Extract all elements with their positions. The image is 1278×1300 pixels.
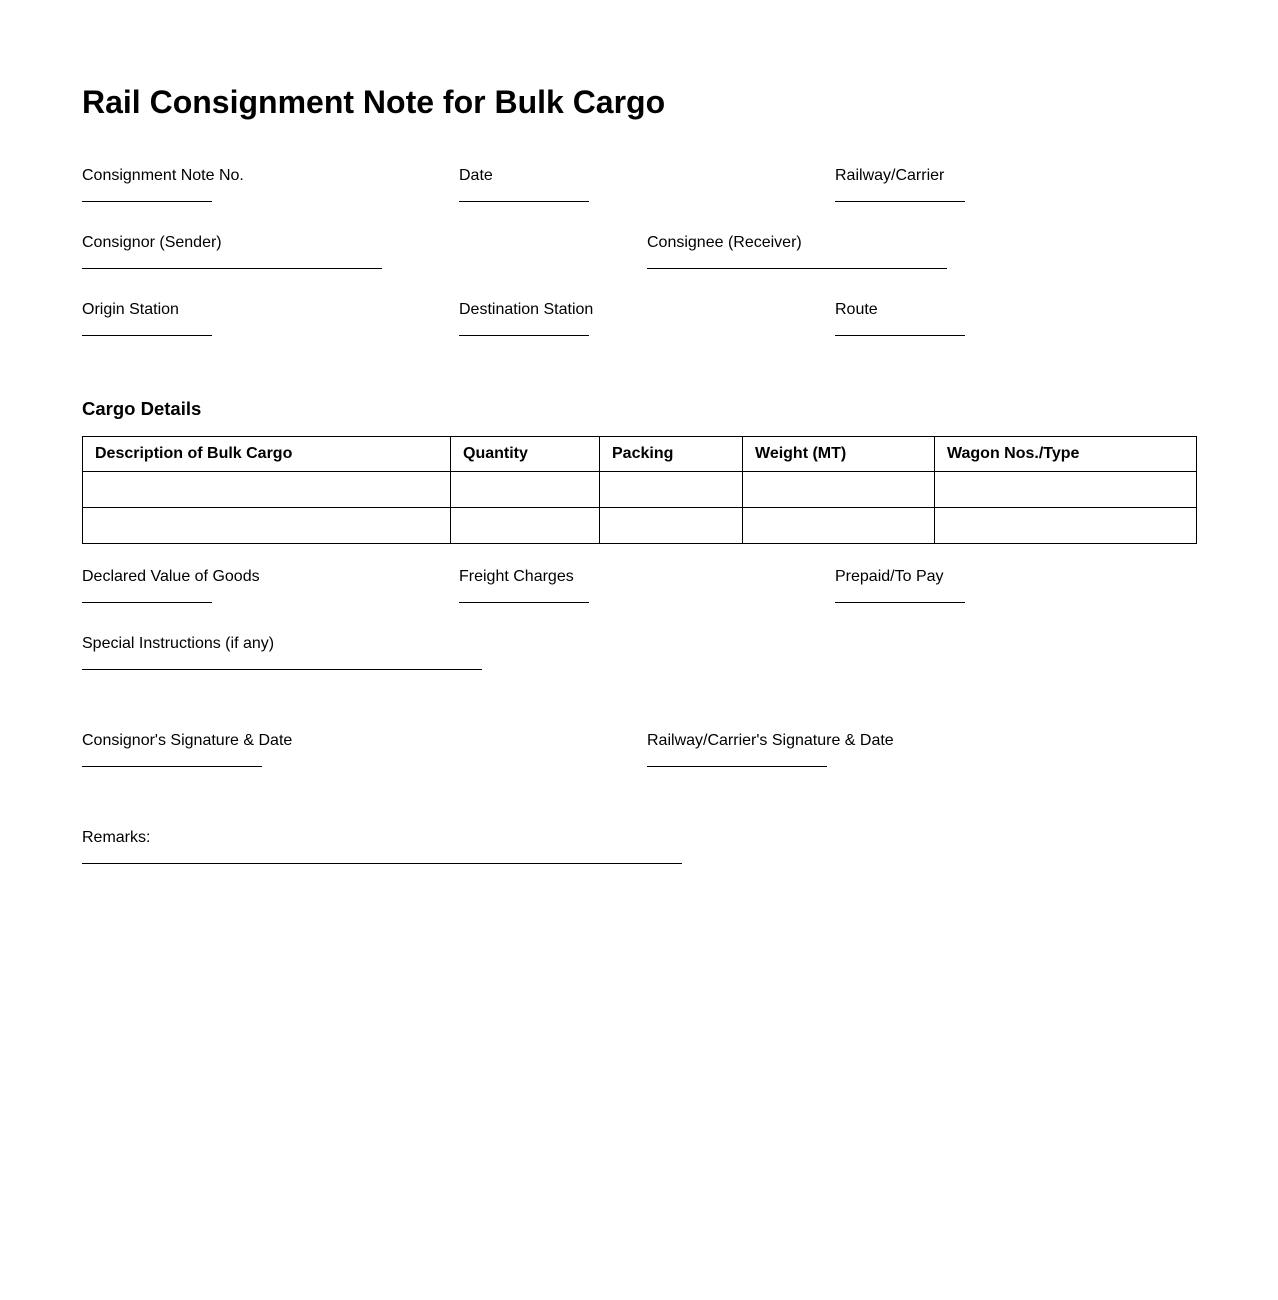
railway-carrier-input[interactable] bbox=[835, 201, 965, 202]
cell-weight[interactable] bbox=[743, 472, 935, 508]
freight-charges-field bbox=[459, 568, 574, 586]
remarks-label: Remarks: bbox=[82, 829, 151, 846]
consignor-signature-label: Consignor's Signature & Date bbox=[82, 732, 293, 749]
cell-packing[interactable] bbox=[600, 508, 743, 544]
cell-quantity[interactable] bbox=[451, 508, 600, 544]
prepaid-to-pay-field bbox=[835, 568, 944, 586]
header-row-2 bbox=[82, 234, 1196, 294]
date-label: Date bbox=[459, 167, 493, 184]
consignor-signature-field bbox=[82, 732, 292, 750]
consignor-label: Consignor (Sender) bbox=[82, 234, 222, 251]
cell-packing[interactable] bbox=[600, 472, 743, 508]
date-field bbox=[459, 167, 493, 185]
prepaid-to-pay-label: Prepaid/To Pay bbox=[835, 568, 944, 585]
consignee-label: Consignee (Receiver) bbox=[647, 234, 802, 251]
route-field bbox=[835, 301, 878, 319]
remarks-input[interactable] bbox=[82, 863, 682, 864]
cell-wagon[interactable] bbox=[935, 472, 1197, 508]
remarks-field bbox=[82, 829, 150, 847]
destination-station-label: Destination Station bbox=[459, 301, 594, 318]
freight-charges-label: Freight Charges bbox=[459, 568, 574, 585]
page-title: Rail Consignment Note for Bulk Cargo bbox=[82, 84, 666, 120]
column-header-description: Description of Bulk Cargo bbox=[83, 437, 451, 472]
destination-station-field bbox=[459, 301, 593, 319]
special-instructions-field bbox=[82, 635, 274, 653]
carrier-signature-label: Railway/Carrier's Signature & Date bbox=[647, 732, 894, 749]
table-row bbox=[83, 508, 1197, 544]
column-header-packing: Packing bbox=[600, 437, 743, 472]
consignor-input[interactable] bbox=[82, 268, 382, 269]
carrier-signature-field bbox=[647, 732, 894, 750]
special-instructions-row bbox=[82, 635, 1196, 695]
carrier-signature-input[interactable] bbox=[647, 766, 827, 767]
railway-carrier-field bbox=[835, 167, 944, 185]
cell-description[interactable] bbox=[83, 472, 451, 508]
declared-value-field bbox=[82, 568, 260, 586]
special-instructions-input[interactable] bbox=[82, 669, 482, 670]
special-instructions-label: Special Instructions (if any) bbox=[82, 635, 275, 652]
table-row bbox=[83, 472, 1197, 508]
cell-description[interactable] bbox=[83, 508, 451, 544]
consignment-note-no-input[interactable] bbox=[82, 201, 212, 202]
table-header-row bbox=[83, 437, 1197, 472]
consignee-input[interactable] bbox=[647, 268, 947, 269]
declared-value-label: Declared Value of Goods bbox=[82, 568, 260, 585]
declared-value-input[interactable] bbox=[82, 602, 212, 603]
signatures-row bbox=[82, 732, 1196, 792]
prepaid-to-pay-input[interactable] bbox=[835, 602, 965, 603]
origin-station-input[interactable] bbox=[82, 335, 212, 336]
date-input[interactable] bbox=[459, 201, 589, 202]
column-header-weight: Weight (MT) bbox=[743, 437, 935, 472]
consignee-field bbox=[647, 234, 802, 252]
cell-wagon[interactable] bbox=[935, 508, 1197, 544]
cargo-details-table bbox=[82, 436, 1197, 544]
origin-station-label: Origin Station bbox=[82, 301, 179, 318]
column-header-wagon: Wagon Nos./Type bbox=[935, 437, 1197, 472]
charges-row bbox=[82, 568, 1196, 628]
origin-station-field bbox=[82, 301, 179, 319]
remarks-row bbox=[82, 829, 1196, 889]
header-row-1 bbox=[82, 167, 1196, 227]
consignor-field bbox=[82, 234, 222, 252]
consignment-note-no-label: Consignment Note No. bbox=[82, 167, 244, 184]
railway-carrier-label: Railway/Carrier bbox=[835, 167, 945, 184]
cargo-details-heading: Cargo Details bbox=[82, 398, 202, 419]
route-label: Route bbox=[835, 301, 878, 318]
column-header-quantity: Quantity bbox=[451, 437, 600, 472]
cell-quantity[interactable] bbox=[451, 472, 600, 508]
consignment-note-no-field bbox=[82, 167, 244, 185]
freight-charges-input[interactable] bbox=[459, 602, 589, 603]
cell-weight[interactable] bbox=[743, 508, 935, 544]
route-input[interactable] bbox=[835, 335, 965, 336]
header-row-3 bbox=[82, 301, 1196, 361]
consignor-signature-input[interactable] bbox=[82, 766, 262, 767]
destination-station-input[interactable] bbox=[459, 335, 589, 336]
